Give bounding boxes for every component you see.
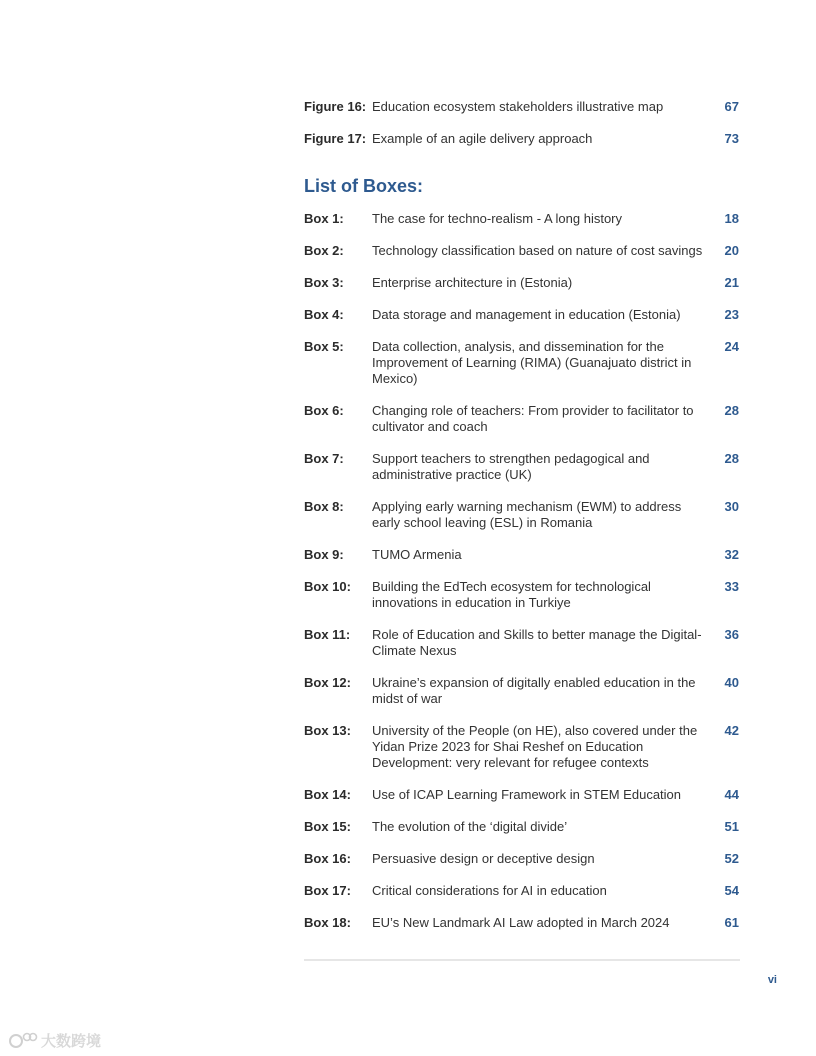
- page-number[interactable]: 42: [724, 723, 739, 738]
- page-number[interactable]: 20: [724, 243, 739, 258]
- figure-title: Example of an agile delivery approach: [372, 131, 593, 146]
- box-title: Enterprise architecture in (Estonia): [372, 275, 573, 290]
- box-title: University of the People (on HE), also covered under the Yidan Prize 2023 for Shai Reshef on Education Development: very relevant for refugee contexts: [372, 723, 698, 770]
- watermark: [8, 1028, 118, 1052]
- page-number[interactable]: 18: [724, 211, 739, 226]
- figure-label: Figure 16:: [304, 99, 367, 114]
- page-number[interactable]: 32: [724, 547, 739, 562]
- box-title: Role of Education and Skills to better manage the Digital-Climate Nexus: [372, 627, 702, 658]
- box-label: Box 10:: [304, 579, 351, 594]
- page-number[interactable]: 52: [724, 851, 739, 866]
- folio-page-number: vi: [767, 974, 777, 986]
- box-label: Box 4:: [304, 307, 344, 322]
- box-label: Box 8:: [304, 499, 344, 514]
- page-number[interactable]: 23: [724, 307, 739, 322]
- page-number[interactable]: 51: [724, 819, 739, 834]
- box-title: The case for techno-realism - A long history: [372, 211, 623, 226]
- box-title: Data collection, analysis, and dissemination for the Improvement of Learning (RIMA) (Guanajuato district in Mexico): [372, 339, 692, 386]
- page-number[interactable]: 21: [724, 275, 739, 290]
- page-number[interactable]: 73: [724, 131, 739, 146]
- box-label: Box 5:: [304, 339, 344, 354]
- box-label: Box 1:: [304, 211, 344, 226]
- page-number[interactable]: 67: [724, 99, 739, 114]
- list-of-boxes-heading: List of Boxes:: [304, 176, 424, 196]
- box-title: TUMO Armenia: [372, 547, 462, 562]
- page-number[interactable]: 36: [724, 627, 739, 642]
- watermark-text: 大数跨境: [41, 1032, 102, 1050]
- page-number[interactable]: 24: [724, 339, 739, 354]
- page-number[interactable]: 33: [724, 579, 739, 594]
- box-title: Use of ICAP Learning Framework in STEM Education: [372, 787, 682, 802]
- logo-icon: [8, 1030, 38, 1050]
- box-label: Box 7:: [304, 451, 344, 466]
- box-title: Data storage and management in education (Estonia): [372, 307, 681, 322]
- figure-label: Figure 17:: [304, 131, 367, 146]
- box-title: Technology classification based on nature of cost savings: [372, 243, 703, 258]
- page-number[interactable]: 30: [724, 499, 739, 514]
- box-label: Box 13:: [304, 723, 351, 738]
- box-title: Persuasive design or deceptive design: [372, 851, 595, 866]
- box-label: Box 17:: [304, 883, 351, 898]
- page-number[interactable]: 44: [724, 787, 739, 802]
- page-number[interactable]: 54: [724, 883, 739, 898]
- box-title: Ukraine’s expansion of digitally enabled education in the midst of war: [372, 675, 696, 706]
- box-title: Building the EdTech ecosystem for technological innovations in education in Turkiye: [372, 579, 651, 610]
- figure-title: Education ecosystem stakeholders illustrative map: [372, 99, 664, 114]
- box-label: Box 11:: [304, 627, 351, 642]
- box-label: Box 3:: [304, 275, 344, 290]
- box-label: Box 16:: [304, 851, 351, 866]
- box-label: Box 9:: [304, 547, 344, 562]
- box-label: Box 12:: [304, 675, 351, 690]
- page-number[interactable]: 28: [724, 403, 739, 418]
- page-number[interactable]: 40: [724, 675, 739, 690]
- box-label: Box 18:: [304, 915, 351, 930]
- box-title: Support teachers to strengthen pedagogical and administrative practice (UK): [372, 451, 650, 482]
- box-label: Box 2:: [304, 243, 344, 258]
- box-title: EU’s New Landmark AI Law adopted in March 2024: [372, 915, 670, 930]
- box-label: Box 14:: [304, 787, 351, 802]
- box-title: Critical considerations for AI in education: [372, 883, 607, 898]
- box-title: Changing role of teachers: From provider to facilitator to cultivator and coach: [372, 403, 694, 434]
- page-number[interactable]: 28: [724, 451, 739, 466]
- box-title: The evolution of the ‘digital divide’: [372, 819, 568, 834]
- page-number[interactable]: 61: [724, 915, 739, 930]
- box-label: Box 6:: [304, 403, 344, 418]
- box-label: Box 15:: [304, 819, 351, 834]
- box-title: Applying early warning mechanism (EWM) to address early school leaving (ESL) in Romania: [372, 499, 682, 530]
- section-divider: [304, 959, 740, 961]
